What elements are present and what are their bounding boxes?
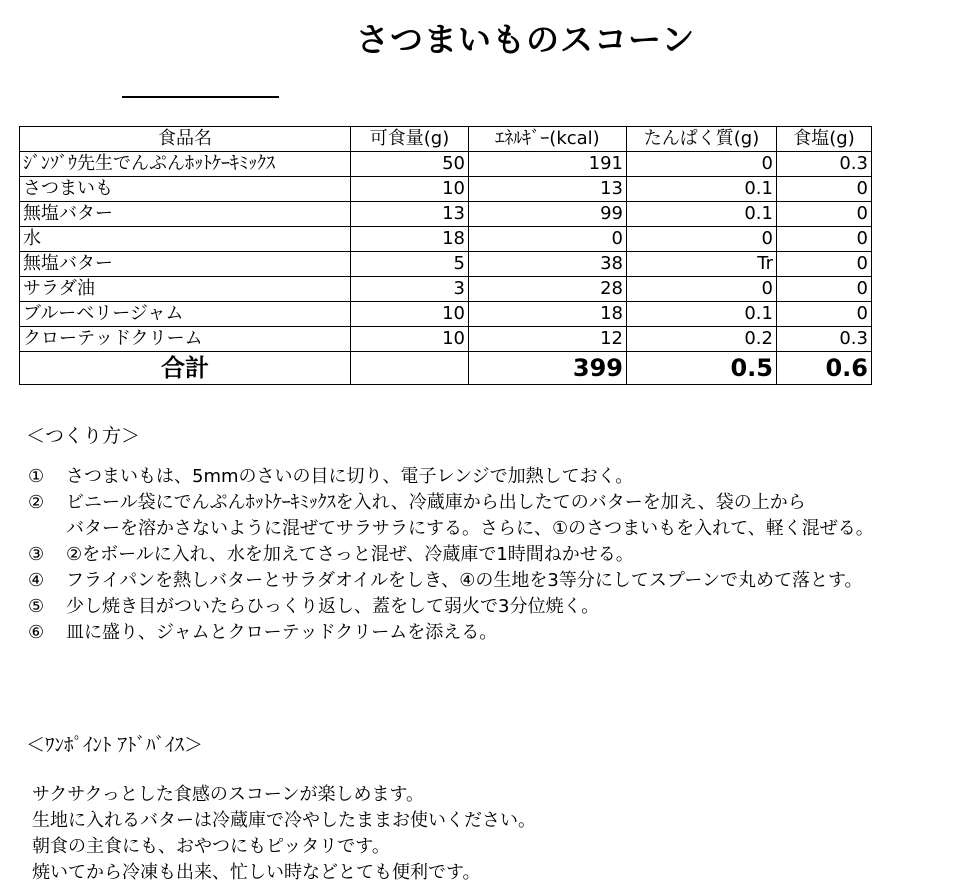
list-item [28,464,874,490]
header-protein: たんぱく質(g) [627,127,777,152]
step-text: フライパンを熱しバターとサラダオイルをしき、④の生地を3等分にしてスプーンで丸めて落とす。 [66,570,863,591]
nutrition-table [19,126,872,385]
total-energy: 399 [469,352,627,385]
salt-cell: 0.3 [777,327,872,352]
protein-cell: Tr [627,252,777,277]
energy-cell: 18 [469,302,627,327]
list-item [28,594,874,620]
step-number: ③ [28,544,45,565]
food-name: 水 [20,227,351,252]
list-item [28,542,874,568]
food-name: 無塩バター [20,252,351,277]
table-row [20,327,872,352]
food-name: さつまいも [20,177,351,202]
protein-cell: 0 [627,152,777,177]
title-underline [122,96,279,98]
step-text: ②をボールに入れ、水を加えてさっと混ぜ、冷蔵庫で1時間ねかせる。 [66,544,634,565]
protein-cell: 0 [627,277,777,302]
header-amount: 可食量(g) [351,127,469,152]
advice-line: 焼いてから冷凍も出来、忙しい時などとても便利です。 [32,862,481,883]
salt-cell: 0 [777,227,872,252]
list-item [28,568,874,594]
protein-cell: 0 [627,227,777,252]
list-item [28,490,874,542]
energy-cell: 191 [469,152,627,177]
table-row [20,202,872,227]
salt-cell: 0.3 [777,152,872,177]
amount-cell: 50 [351,152,469,177]
step-number: ④ [28,570,45,591]
energy-cell: 38 [469,252,627,277]
protein-cell: 0.1 [627,202,777,227]
step-text: 皿に盛り、ジャムとクローテッドクリームを添える。 [66,622,498,643]
total-amount [351,352,469,385]
salt-cell: 0 [777,252,872,277]
step-number: ⑥ [28,622,45,643]
step-text-continued: バターを溶かさないように混ぜてサラサラにする。さらに、①のさつまいもを入れて、軽く混ぜる。 [66,518,874,539]
amount-cell: 10 [351,177,469,202]
salt-cell: 0 [777,302,872,327]
amount-cell: 10 [351,327,469,352]
amount-cell: 18 [351,227,469,252]
method-steps [28,464,874,646]
table-header-row [20,127,872,152]
salt-cell: 0 [777,277,872,302]
advice-heading: ＜ﾜﾝﾎﾟｲﾝﾄ ｱﾄﾞﾊﾞｲｽ＞ [26,734,204,756]
step-number: ⑤ [28,596,45,617]
amount-cell: 13 [351,202,469,227]
food-name: クローテッドクリーム [20,327,351,352]
food-name: ｼﾞﾝｿﾞｳ先生でんぷんﾎｯﾄｹｰｷﾐｯｸｽ [20,152,351,177]
food-name: サラダ油 [20,277,351,302]
salt-cell: 0 [777,202,872,227]
energy-cell: 12 [469,327,627,352]
list-item [28,620,874,646]
total-label: 合計 [20,352,351,385]
step-number: ② [28,492,45,513]
advice-line: 朝食の主食にも、おやつにもピッタリです。 [32,836,390,857]
recipe-title: さつまいものスコーン [356,20,696,59]
step-text: 少し焼き目がついたらひっくり返し、蓋をして弱火で3分位焼く。 [66,596,600,617]
method-heading: ＜つくり方＞ [26,425,141,447]
step-text: ビニール袋にでんぷんﾎｯﾄｹｰｷﾐｯｸｽを入れ、冷蔵庫から出したてのバターを加え、袋の上から [66,492,806,513]
energy-cell: 0 [469,227,627,252]
table-row [20,152,872,177]
total-salt: 0.6 [777,352,872,385]
header-food-name: 食品名 [20,127,351,152]
table-total-row [20,352,872,385]
advice-line: サクサクっとした食感のスコーンが楽しめます。 [32,784,425,805]
amount-cell: 10 [351,302,469,327]
amount-cell: 5 [351,252,469,277]
header-energy: ｴﾈﾙｷﾞｰ(kcal) [469,127,627,152]
table-row [20,227,872,252]
energy-cell: 28 [469,277,627,302]
amount-cell: 3 [351,277,469,302]
food-name: ブルーベリージャム [20,302,351,327]
advice-line: 生地に入れるバターは冷蔵庫で冷やしたままお使いください。 [32,810,536,831]
food-name: 無塩バター [20,202,351,227]
step-text: さつまいもは、5mmのさいの目に切り、電子レンジで加熱しておく。 [66,466,634,487]
table-row [20,302,872,327]
total-protein: 0.5 [627,352,777,385]
energy-cell: 13 [469,177,627,202]
header-salt: 食塩(g) [777,127,872,152]
energy-cell: 99 [469,202,627,227]
salt-cell: 0 [777,177,872,202]
protein-cell: 0.1 [627,302,777,327]
advice-text [32,782,536,886]
protein-cell: 0.2 [627,327,777,352]
protein-cell: 0.1 [627,177,777,202]
table-row [20,252,872,277]
table-row [20,277,872,302]
step-number: ① [28,466,45,487]
table-row [20,177,872,202]
